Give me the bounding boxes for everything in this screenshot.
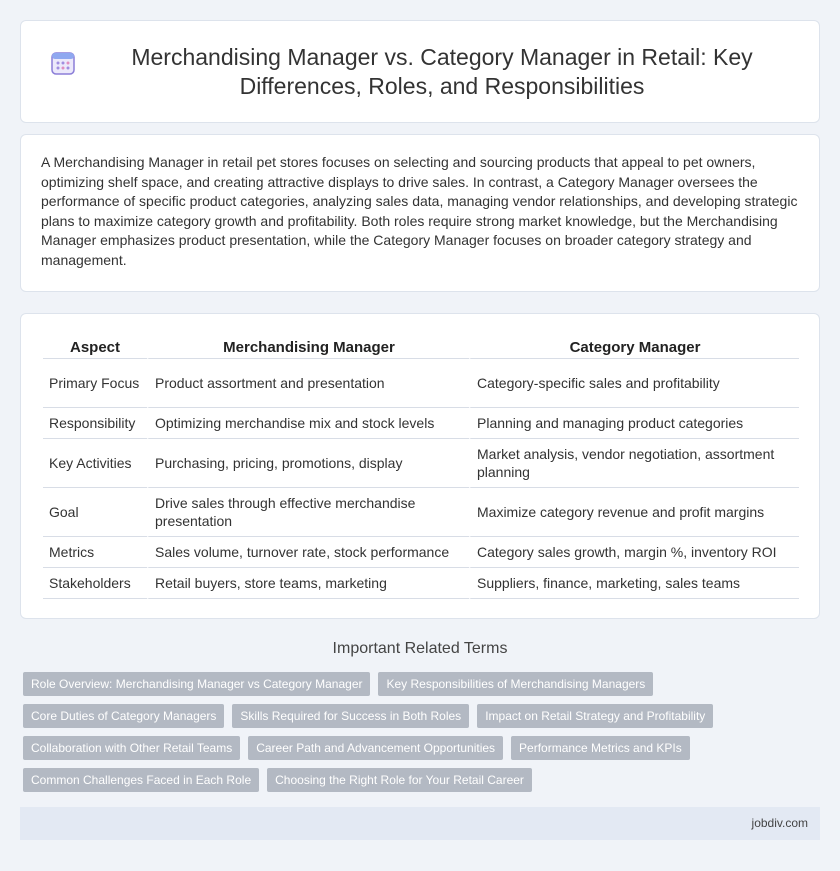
header-aspect: Aspect (43, 334, 147, 359)
related-term-tag[interactable]: Skills Required for Success in Both Roles (232, 704, 469, 728)
related-term-tag[interactable]: Role Overview: Merchandising Manager vs Category Manager (23, 672, 370, 696)
related-term-tag[interactable]: Career Path and Advancement Opportunities (248, 736, 503, 760)
table-cell: Key Activities (43, 439, 147, 488)
table-cell: Optimizing merchandise mix and stock levels (147, 408, 469, 439)
table-cell: Category sales growth, margin %, inventory ROI (469, 537, 799, 568)
table-cell: Purchasing, pricing, promotions, display (147, 439, 469, 488)
table-cell: Market analysis, vendor negotiation, assortment planning (469, 439, 799, 488)
table-cell: Maximize category revenue and profit margins (469, 488, 799, 537)
tag-row (23, 736, 803, 760)
related-term-tag[interactable]: Choosing the Right Role for Your Retail Career (267, 768, 532, 792)
related-term-tag[interactable]: Common Challenges Faced in Each Role (23, 768, 259, 792)
related-term-tag[interactable]: Impact on Retail Strategy and Profitability (477, 704, 713, 728)
comparison-card (20, 313, 820, 619)
table-cell: Drive sales through effective merchandise presentation (147, 488, 469, 537)
comparison-table (43, 334, 799, 599)
table-cell: Goal (43, 488, 147, 537)
table-cell: Product assortment and presentation (147, 359, 469, 408)
related-term-tag[interactable]: Core Duties of Category Managers (23, 704, 224, 728)
table-row (43, 439, 799, 488)
related-term-tag[interactable]: Collaboration with Other Retail Teams (23, 736, 240, 760)
header-merchandising-manager: Merchandising Manager (147, 334, 469, 359)
table-cell: Suppliers, finance, marketing, sales teams (469, 568, 799, 599)
header-category-manager: Category Manager (469, 334, 799, 359)
related-terms-tags (23, 672, 803, 800)
table-row (43, 359, 799, 408)
page-title: Merchandising Manager vs. Category Manager in Retail: Key Differences, Roles, and Responsibilities (131, 43, 753, 99)
table-row (43, 537, 799, 568)
table-row (43, 488, 799, 537)
table-cell: Responsibility (43, 408, 147, 439)
tag-row (23, 704, 803, 728)
table-cell: Retail buyers, store teams, marketing (147, 568, 469, 599)
tag-row (23, 768, 803, 792)
title-card (20, 20, 820, 123)
tag-row (23, 672, 803, 696)
table-cell: Category-specific sales and profitability (469, 359, 799, 408)
intro-card (20, 134, 820, 292)
table-cell: Stakeholders (43, 568, 147, 599)
table-header-row (43, 334, 799, 359)
table-cell: Sales volume, turnover rate, stock performance (147, 537, 469, 568)
related-terms-title: Important Related Terms (332, 640, 508, 657)
calendar-icon (50, 50, 76, 76)
footer-site-link[interactable]: jobdiv.com (751, 816, 808, 830)
table-cell: Metrics (43, 537, 147, 568)
intro-paragraph: A Merchandising Manager in retail pet stores focuses on selecting and sourcing products that appeal to pet owners, optimizing shelf space, and creating attractive displays to drive sales. In contrast, a Category Manager oversees the performance of specific product categories, analyzing sales data, managing vendor relationships, and developing strategic plans to maximize category growth and profitability. Both roles require strong market knowledge, but the Merchandising Manager emphasizes product presentation, while the Category Manager focuses on broader category strategy and management. (41, 154, 798, 268)
table-row (43, 408, 799, 439)
table-cell: Planning and managing product categories (469, 408, 799, 439)
title-wrap (50, 43, 790, 101)
related-term-tag[interactable]: Performance Metrics and KPIs (511, 736, 690, 760)
table-row (43, 568, 799, 599)
table-cell: Primary Focus (43, 359, 147, 408)
footer (20, 807, 820, 840)
related-term-tag[interactable]: Key Responsibilities of Merchandising Managers (378, 672, 653, 696)
